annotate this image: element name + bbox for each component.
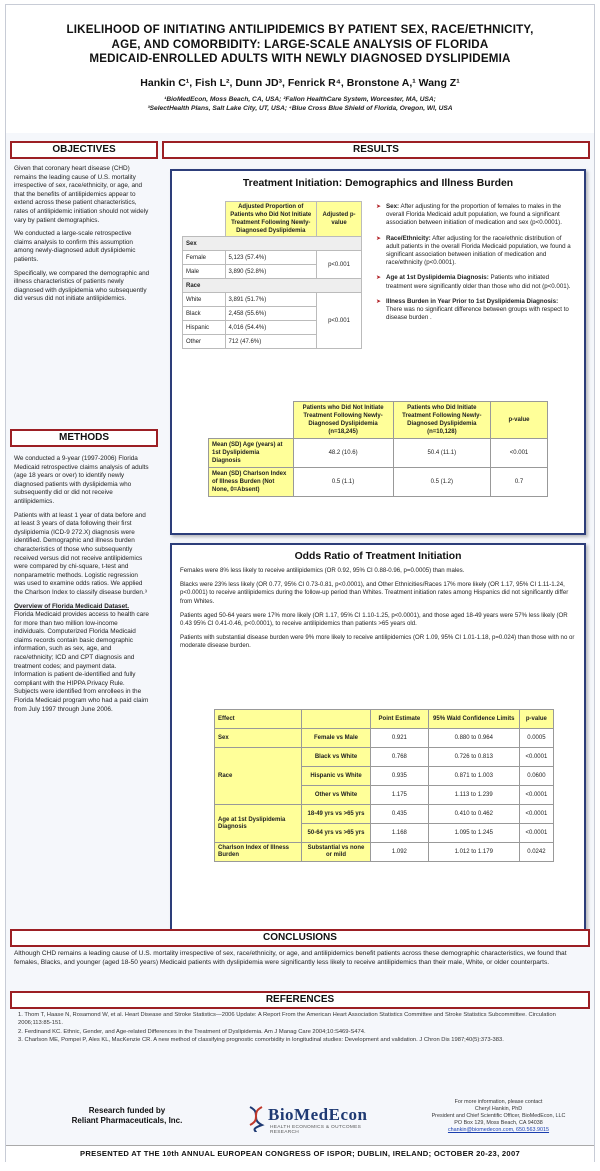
table-row: Mean (SD) Charlson Index of Illness Burden (Not None, 0=Absent) 0.5 (1.1) 0.5 (1.2) 0.7	[209, 468, 548, 497]
odds-ratio-text	[180, 567, 576, 657]
finding-item: ➤ Sex: After adjusting for the proportion of females to males in the overall Florida Medicaid adult population, we found a significant association between initiation of medication and sex (p<0.0001).	[378, 203, 574, 228]
reference-item: 2. Ferdinand KC. Ethnic, Gender, and Age-related Differences in the Treatment of Dyslipidemia. Am J Manag Care 2004;10:S469-S474.	[18, 1028, 366, 1035]
table-group-label: Sex	[183, 237, 362, 251]
odds-paragraph: Females were 8% less likely to receive antilipidemics (OR 0.92, 95% CI 0.88-0.96, p=0.0005) than males.	[180, 567, 465, 574]
methods-paragraph: We conducted a 9-year (1997-2006) Florida Medicaid retrospective claims analysis of adults (age 18 years or over) to identify newly diagnosed patients with dyslipidemia who subsequently did or did not receive antilipidemics.	[14, 455, 149, 505]
finding-item: ➤ Age at 1st Dyslipidemia Diagnosis: Patients who initiated treatment were significantly older than those who did not (p<0.001).	[378, 274, 574, 290]
table-row: Other vs White 1.175 1.113 to 1.239 <0.0001	[215, 786, 554, 805]
authors: Hankin C¹, Fish L², Dunn JD³, Fenrick R⁴, Bronstone A,¹ Wang Z¹	[140, 76, 460, 89]
odds-ratio-title: Odds Ratio of Treatment Initiation	[294, 551, 462, 562]
demographics-findings	[378, 203, 574, 329]
table-header: Patients who Did Not Initiate Treatment Following Newly-Diagnosed Dyslipidemia (n=18,245)	[293, 402, 393, 439]
objectives-heading: OBJECTIVES	[10, 141, 158, 159]
methods-overview	[14, 603, 150, 715]
methods-text	[14, 455, 150, 719]
demographics-box	[170, 169, 586, 535]
table-row: Sex Female vs Male 0.921 0.880 to 0.964 0.0005	[215, 729, 554, 748]
objectives-paragraph: Specifically, we compared the demographic and illness characteristics of patients newly diagnosed with dyslipidemia who subsequently did versus did not initiate antilipidemics.	[14, 269, 150, 303]
odds-ratio-box	[170, 543, 586, 933]
table-header: p-value	[519, 710, 553, 729]
title-line: LIKELIHOOD OF INITIATING ANTILIPIDEMICS BY PATIENT SEX, RACE/ETHNICITY,	[66, 23, 534, 36]
references-list	[18, 1012, 584, 1046]
table-header: Point Estimate	[371, 710, 429, 729]
table-row: Age at 1st Dyslipidemia Diagnosis 18-49 yrs vs >65 yrs 0.435 0.410 to 0.462 <0.0001	[215, 805, 554, 824]
demographics-title: Treatment Initiation: Demographics and Illness Burden	[242, 178, 514, 189]
finding-item: ➤ Illness Burden in Year Prior to 1st Dyslipidemia Diagnosis: There was no significant difference between groups with respect to disease burden .	[378, 298, 574, 323]
table-header: Adjusted Proportion of Patients who Did Not Initiate Treatment Following Newly-Diagnosed Dyslipidemia	[225, 202, 317, 237]
contact-email-link[interactable]: chankin@biomedecon.com, 650.563.9015	[447, 1127, 550, 1133]
table-row: Mean (SD) Age (years) at 1st Dyslipidemia Diagnosis 48.2 (10.6) 50.4 (11.1) <0.001	[209, 439, 548, 468]
methods-paragraph: Patients with at least 1 year of data before and at least 3 years of data following their first dyslipidemia (ICD-9 272.X) diagnosis were identified. Demographic and illness burden characteristics of those who subsequently received versus did not receive antilipidemics were compared by chi-square, t-test and nonparametric methods. Logistic regression was used to examine odds ratios. We applied the Charlson Index to classify disease burden.³	[14, 511, 147, 596]
affiliations	[6, 95, 594, 113]
objectives-text	[14, 165, 150, 309]
title-line: MEDICAID-ENROLLED ADULTS WITH NEWLY DIAGNOSED DYSLIPIDEMIA	[89, 52, 511, 65]
objectives-paragraph: Given that coronary heart disease (CHD) remains the leading cause of U.S. mortality irrespective of sex, race/ethnicity, or age, and that the benefits of antilipidemics appear to extend across these patient characteristics, rates of antilipidemic initiation should not widely vary by patient demographics.	[14, 165, 149, 224]
poster-title	[6, 5, 594, 67]
demographics-table	[182, 201, 362, 349]
odds-paragraph: Blacks were 23% less likely (OR 0.77, 95% CI 0.73-0.81, p<0.0001), and Other Ethnicities/Races 17% more likely (OR 1.17, 95% CI 1.11-1.24, p<0.0001) to receive antilipidemics during the follow-up period than Whites. Treatment initiation rates among Hispanics did not significantly differ from Whites.	[180, 581, 569, 605]
odds-paragraph: Patients with substantial disease burden were 9% more likely to receive antilipidemics (OR 1.09, 95% CI 1.01-1.18, p=0.024) than those with no or moderate disease burden.	[180, 634, 575, 650]
reference-item: 1. Thom T, Haase N, Rosamond W, et al. Heart Disease and Stroke Statistics—2006 Update: A Report From the American Heart Association Statistics Committee and Stroke Statistics Subcommittee. Circulation 2006;113:85-151.	[18, 1012, 556, 1026]
table-row: 50-64 yrs vs >65 yrs 1.168 1.095 to 1.245 <0.0001	[215, 824, 554, 843]
table-row: Other 712 (47.6%)	[183, 335, 362, 349]
poster-footer	[6, 1093, 594, 1141]
overview-heading: Overview of Florida Medicaid Dataset.	[14, 602, 130, 610]
poster-header	[6, 5, 594, 133]
table-header: Effect	[215, 710, 302, 729]
odds-paragraph: Patients aged 50-64 years were 17% more likely (OR 1.17, 95% CI 1.10-1.25, p<0.0001), and those aged 18-49 years were 57% less likely (OR 0.43 95% CI 0.41-0.46, p<0.0001), to receive antilipidemics than patients >65 years old.	[180, 611, 568, 628]
title-line: AGE, AND COMORBIDITY: LARGE-SCALE ANALYSIS OF FLORIDA	[111, 37, 489, 51]
table-row: Race Black vs White 0.768 0.726 to 0.813 <0.0001	[215, 748, 554, 767]
table-header: 95% Wald Confidence Limits	[428, 710, 519, 729]
objectives-paragraph: We conducted a large-scale retrospective claims analysis to confirm this assumption among newly-diagnosed adult dyslipidemic patients.	[14, 230, 136, 263]
biomedecon-logo: BioMedEcon HEALTH ECONOMICS & OUTCOMES RESEARCH	[246, 1103, 386, 1135]
results-heading: RESULTS	[162, 141, 590, 159]
finding-item: ➤ Race/Ethnicity: After adjusting for the race/ethnic distribution of adult patients in the overall Florida Medicaid population, we found a significant association between initiation of medication and race/ethnicity (p<0.0001).	[378, 235, 574, 268]
table-row: Female 5,123 (57.4%) p<0.001	[183, 251, 362, 265]
affiliation-line: ¹BioMedEcon, Moss Beach, CA, USA; ²Fallon HealthCare System, Worcester, MA, USA;	[164, 95, 436, 103]
conclusions-heading: CONCLUSIONS	[10, 929, 590, 947]
table-header: Adjusted p-value	[317, 202, 362, 237]
poster	[6, 5, 594, 1161]
contact-info: For more information, please contact Cheryl Hankin, PhD President and Chief Scientific Officer, BioMedEcon, LLC PO Box 129, Moss Beach, CA 94038 chankin@biomedecon.com, 650.563.9015	[416, 1099, 581, 1134]
table-row: Charlson Index of Illness Burden Substantial vs none or mild 1.092 1.012 to 1.179 0.0242	[215, 843, 554, 862]
table-row: Black 2,458 (55.6%)	[183, 307, 362, 321]
presented-at-banner: PRESENTED AT THE 10th ANNUAL EUROPEAN CONGRESS OF ISPOR; DUBLIN, IRELAND; OCTOBER 20-23, 2007	[6, 1145, 594, 1162]
funding-note: Research funded by Reliant Pharmaceuticals, Inc.	[71, 1106, 183, 1125]
table-row: White 3,891 (51.7%) p<0.001	[183, 293, 362, 307]
table-group-label: Race	[183, 279, 362, 293]
references-heading: REFERENCES	[10, 991, 590, 1009]
helix-logo-icon	[246, 1105, 266, 1133]
reference-item: 3. Charlson ME, Pompei P, Ales KL, MacKenzie CR. A new method of classifying prognostic comorbidity in longitudinal studies: Development and validation. J Chron Dis 1987;40(5):373-383.	[18, 1037, 504, 1044]
overview-text: Florida Medicaid provides access to health care for more than two million low-income individuals. Computerized Florida Medicaid claims records contain basic demographic information, such as sex, age, and race/ethnicity; ICD and CPT diagnosis and treatment codes; and payment data. Information is patient de-identified and fully compliant with the HIPPA Privacy Rule. Subjects were identified from enrollees in the Florida Medicaid program who had a paid claim from July 1997 through June 2006.	[14, 611, 149, 713]
table-header: p-value	[491, 402, 548, 439]
methods-heading: METHODS	[10, 429, 158, 447]
table-row: Hispanic vs White 0.935 0.871 to 1.003 0.0600	[215, 767, 554, 786]
conclusions-text: Although CHD remains a leading cause of U.S. mortality irrespective of sex, race/ethnicity, or age, and antilipidemics benefit patients across these demographic characteristics, we found that females, Blacks, and younger (aged 18-50 years) Medicaid patients with dyslipidemia were significantly less likely to receive antilipidemics than their male, White, or older counterparts.	[14, 950, 567, 966]
table-row: Hispanic 4,016 (54.4%)	[183, 321, 362, 335]
odds-ratio-table	[214, 709, 554, 862]
affiliation-line: ³SelectHealth Plans, Salt Lake City, UT, USA; ⁴Blue Cross Blue Shield of Florida, Oregon, WI, USA	[147, 104, 453, 112]
age-burden-table	[208, 401, 548, 497]
table-header: Patients who Did Initiate Treatment Following Newly-Diagnosed Dyslipidemia (n=10,128)	[393, 402, 490, 439]
table-row: Male 3,890 (52.8%)	[183, 265, 362, 279]
